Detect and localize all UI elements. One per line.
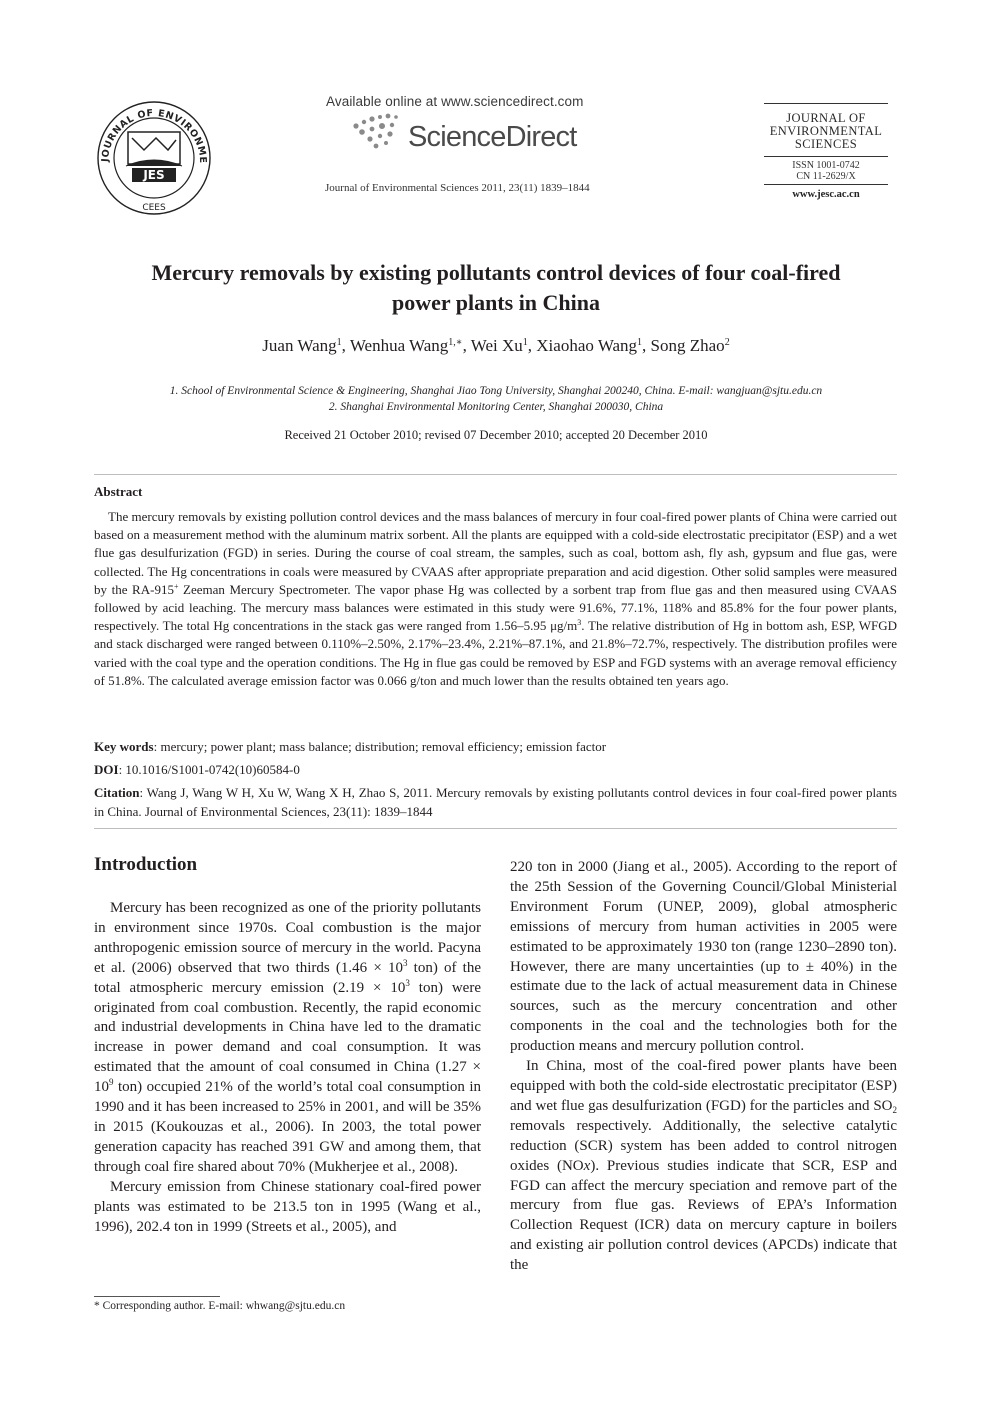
abstract-text-1: The mercury removals by existing pollution control devices and the mass balances of mercury in four coal-fired power plants of China were carried out based on a measurement method with the aluminum matrix sorbent. All the plants are equipped with a cold-side electrostatic precipitator (ESP) and a wet flue gas desulfurization (FGD) in series. During the course of coal stream, the samples, such as coal, bottom ash, fly ash, gypsum and flue gas, were collected. The Hg concentrations in coals were measured by CVAAS after appropriate preparation and acid digestion. Other solid samples were measured by the RA-915 [94,509,897,597]
footnote-corresponding-author: * Corresponding author. E-mail: whwang@sjtu.edu.cn [94,1300,346,1312]
abstract-text-2: Zeeman Mercury Spectrometer. The vapor phase Hg was collected by a sorbent trap from flue gas and then measured using CVAAS followed by acid leaching. The mercury mass balances were estimated in this study were 91.6%, 77.1%, 118% and 85.8% for the four power plants, respectively. The total Hg concentrations in the stack gas were ranged from 1.56–5.95 μg/m [94,581,897,634]
intro-text: ton) were originated from coal combustion. Recently, the rapid economic and industrial developments in China have led to the dramatic increase in power demand and coal consumption. It was estimated that the amount of coal consumed in China (1.27 × 10 [94,979,481,1096]
author-list [100,336,892,356]
author-separator: , [341,336,350,355]
intro-text: ). Previous studies indicate that SCR, ESP and FGD can affect the mercury speciation and remove part of the mercury from flue gas. Reviews of EPA’s Information Collection Request (ICR) data on mercury capture in boilers and existing air pollution control devices (APCDs) indicate that the [510,1157,898,1274]
paragraph: Mercury emission from Chinese stationary coal-fired power plants was estimated to be 213.5 ton in 1995 (Wang et al., 1996), 202.4 ton in 1999 (Streets et al., 2005), and [94,1178,481,1235]
author-name: Xiaohao Wang [536,336,638,355]
article-title-line2: power plants in China [391,290,601,315]
author-name: Juan Wang [262,336,337,355]
abstract-sup-plus: + [173,581,179,591]
exponent: 9 [109,1077,114,1088]
abstract-heading: Abstract [94,484,143,499]
journal-box-title [764,104,888,156]
intro-text: ton) occupied 21% of the world’s total coal consumption in 1990 and it has been increased to 25% in 2001, and will be 35% in 2015 (Koukouzas et al., 2006). In 2003, the total power generation capacity has reached 391 GW and among them, that through coal fire shared about 70% (Mukherjee et al., 2008). [94,1079,481,1175]
paragraph [510,1057,897,1276]
intro-text: removals respectively. Additionally, the selective catalytic reduction (SCR) system has been added to control nitrogen oxides (NO [510,1117,897,1174]
keywords [94,737,897,756]
journal-url[interactable]: www.jesc.ac.cn [792,189,860,200]
journal-cn: CN 11-2629/X [796,171,856,182]
author-separator: , [527,336,537,355]
keywords-text: : mercury; power plant; mass balance; distribution; removal efficiency; emission factor [153,739,607,754]
footnote-rule [94,1296,220,1297]
author-affil-mark: 1 [637,337,643,348]
journal-box-title-line2: ENVIRONMENTAL [769,124,883,138]
author-affil-mark: 1 [336,337,342,348]
doi-label: DOI [94,762,119,777]
article-title [100,258,892,318]
author-affil-mark: 1 [522,337,528,348]
article-title-line1: Mercury removals by existing pollutants control devices of four coal-fired [151,260,841,285]
seal-bottom-text: CEES [142,203,166,213]
seal-ring-text: JOURNAL OF ENVIRONME [99,107,209,164]
subscript: 2 [892,1104,897,1115]
author-name: Song Zhao [650,336,725,355]
journal-info-box [764,103,888,200]
affiliation-2: 2. Shanghai Environmental Monitoring Center, Shanghai 200030, China [328,401,664,413]
journal-box-title-line3: SCIENCES [794,137,858,151]
affiliations [100,383,892,415]
available-online-text: Available online at www.sciencedirect.com [326,94,584,109]
divider-top [94,474,897,475]
citation [94,783,897,821]
journal-reference: Journal of Environmental Sciences 2011, 23(11) 1839–1844 [325,182,590,194]
citation-text: : Wang J, Wang W H, Xu W, Wang X H, Zhao S, 2011. Mercury removals by existing pollutants control devices in four coal-fired power plants in China. Journal of Environmental Sciences, 23(11): 1839–1844 [94,785,897,819]
doi [94,760,897,779]
abstract-text-3: . The relative distribution of Hg in bottom ash, ESP, WFGD and stack discharged were ranged between 0.110%–2.50%, 2.17%–23.4%, 2.21%–87.1%, and 21.8%–72.7%, respectively. The distribution profiles were varied with the coal type and the operation conditions. The Hg in flue gas could be removed by ESP and FGD systems with an average removal efficiency of 51.8%. The calculated average emission factor was 0.066 g/ton and much lower than the results obtained ten years ago. [94,618,897,688]
intro-text: In China, most of the coal-fired power plants have been equipped with both the cold-side electrostatic precipitator (ESP) and wet flue gas desulfurization (FGD) for the particles and SO [510,1058,897,1114]
author-affil-mark: 1,∗ [448,337,463,348]
article-dates: Received 21 October 2010; revised 07 December 2010; accepted 20 December 2010 [284,428,708,442]
journal-issn: ISSN 1001-0742 [792,160,860,171]
author-separator: , [642,336,651,355]
citation-label: Citation [94,785,140,800]
paragraph [94,899,481,1178]
affiliation-1: 1. School of Environmental Science & Engineering, Shanghai Jiao Tong University, Shanghai 200240, China. E-mail: wangjuan@sjtu.edu.cn [169,385,823,397]
author-name: Wenhua Wang [349,336,449,355]
author-name: Wei Xu [470,336,523,355]
sciencedirect-logo-text: ScienceDirect [408,121,577,153]
sciencedirect-dots-icon [350,112,410,156]
doi-text[interactable]: : 10.1016/S1001-0742(10)60584-0 [118,762,300,777]
seal-center-text: JES [143,168,165,182]
divider-bottom [94,828,897,829]
exponent: 3 [403,957,408,968]
body-column-right [510,858,897,1276]
italic-x: x [583,1157,591,1174]
exponent: 3 [405,977,410,988]
section-heading-introduction: Introduction [94,854,198,875]
journal-box-title-line1: JOURNAL OF [786,111,866,125]
abstract-sup-3: 3 [577,618,582,628]
journal-seal-logo [92,98,220,220]
keywords-label: Key words [94,739,154,754]
intro-text: ton) of the total atmospheric mercury emission (2.19 × 10 [94,959,482,996]
body-column-left [94,899,481,1237]
svg-text:JOURNAL OF ENVIRONMENTAL SCIEN [92,98,208,164]
paragraph: 220 ton in 2000 (Jiang et al., 2005). According to the report of the 25th Session of the Governing Council/Global Ministerial Environment Forum (UNEP, 2009), global atmospheric emissions of mercury from human activities in 2005 were estimated to be approximately 1930 ton (range 1230–2890 ton). However, there are many uncertainties (up to ± 40%) in the estimate due to the lack of actual measurement data in Chinese sources, such as the mercury concentration and other components in the coal and the technologies both for the production means and mercury pollution control. [510,859,897,1055]
abstract-body [94,508,897,690]
author-affil-mark: 2 [724,337,730,348]
author-separator: , [462,336,471,355]
intro-text: Mercury has been recognized as one of the priority pollutants in environment since 1970s. Coal combustion is the major anthropogenic emission source of mercury in the world. Pacyna et al. (2006) observed that two thirds (1.46 × 10 [94,900,481,976]
